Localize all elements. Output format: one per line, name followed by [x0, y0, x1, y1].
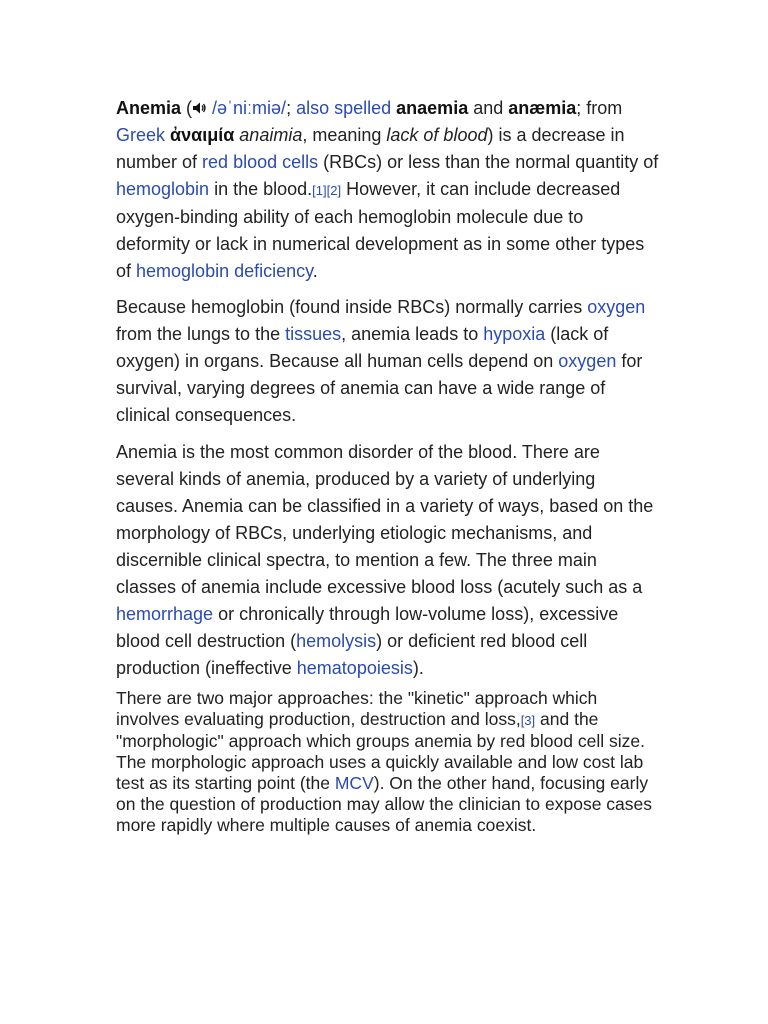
hematopoiesis-link[interactable]: hematopoiesis — [296, 658, 413, 678]
tissues-link[interactable]: tissues — [285, 324, 342, 344]
meaning-text: lack of blood — [386, 125, 488, 145]
oxygen-link[interactable]: oxygen — [587, 297, 646, 317]
reference-1-link[interactable]: [1] — [312, 183, 327, 198]
also-spelled-link[interactable]: also spelled — [296, 98, 392, 118]
term-anaemia: anaemia — [396, 98, 469, 118]
pronunciation-link[interactable]: /əˈniːmiə/ — [207, 98, 287, 118]
reference-3-link[interactable]: [3] — [520, 713, 536, 728]
hemorrhage-link[interactable]: hemorrhage — [116, 604, 214, 624]
hypoxia-link[interactable]: hypoxia — [483, 324, 546, 344]
hemoglobin-link[interactable]: hemoglobin — [116, 179, 210, 199]
reference-2-link[interactable]: [2] — [326, 183, 342, 198]
transliteration: anaimia — [239, 125, 303, 145]
greek-word: ἀναιμία — [170, 125, 235, 145]
paragraph-oxygen: Because hemoglobin (found inside RBCs) normally carries oxygen from the lungs to the tissues, anemia leads to hypoxia (lack of oxygen) in organs. Because all human cells depend on oxygen for survival, varying degrees of anemia can have a wide range of clinical consequences. — [116, 297, 646, 425]
paragraph-classification: Anemia is the most common disorder of the blood. There are several kinds of anemia, produced by a variety of underlying causes. Anemia can be classified in a variety of ways, based on the morphology of RBCs, underlying etiologic mechanisms, and discernible clinical spectra, to mention a few. The three main classes of anemia include excessive blood loss (acutely such as a hemorrhage or chronically through low-volume loss), excessive blood cell destruction (hemolysis) or deficient red blood cell production (ineffective hematopoiesis). — [116, 442, 654, 678]
paragraph-definition: Anemia ( /əˈniːmiə/; also spelled anaemia and anæmia; from Greek ἀναιμία anaimia, meaning lack of blood) is a decrease in number of red blood cells (RBCs) or less than the normal quantity of hemoglobin in the blood.[1][2] However, it can include decreased oxygen-binding ability of each hemoglobin molecule due to deformity or lack in numerical development as in some other types of hemoglobin deficiency. — [116, 98, 659, 281]
speaker-icon[interactable] — [192, 101, 206, 115]
greek-link[interactable]: Greek — [116, 125, 166, 145]
hemolysis-link[interactable]: hemolysis — [296, 631, 377, 651]
hemoglobin-deficiency-link[interactable]: hemoglobin deficiency — [136, 261, 313, 281]
paragraph-approaches: There are two major approaches: the "kinetic" approach which involves evaluating production, destruction and loss,[3] and the "morphologic" approach which groups anemia by red blood cell size. The morphologic approach uses a quickly available and low cost lab test as its starting point (the MCV). On the other hand, focusing early on the question of production may allow the clinician to expose cases more rapidly where multiple causes of anemia coexist. — [116, 688, 653, 835]
mcv-link[interactable]: MCV — [334, 773, 374, 793]
term-anemia: Anemia — [116, 98, 182, 118]
term-anaemia-ligature: anæmia — [508, 98, 577, 118]
red-blood-cells-link[interactable]: red blood cells — [202, 152, 319, 172]
oxygen-link-2[interactable]: oxygen — [558, 351, 617, 371]
